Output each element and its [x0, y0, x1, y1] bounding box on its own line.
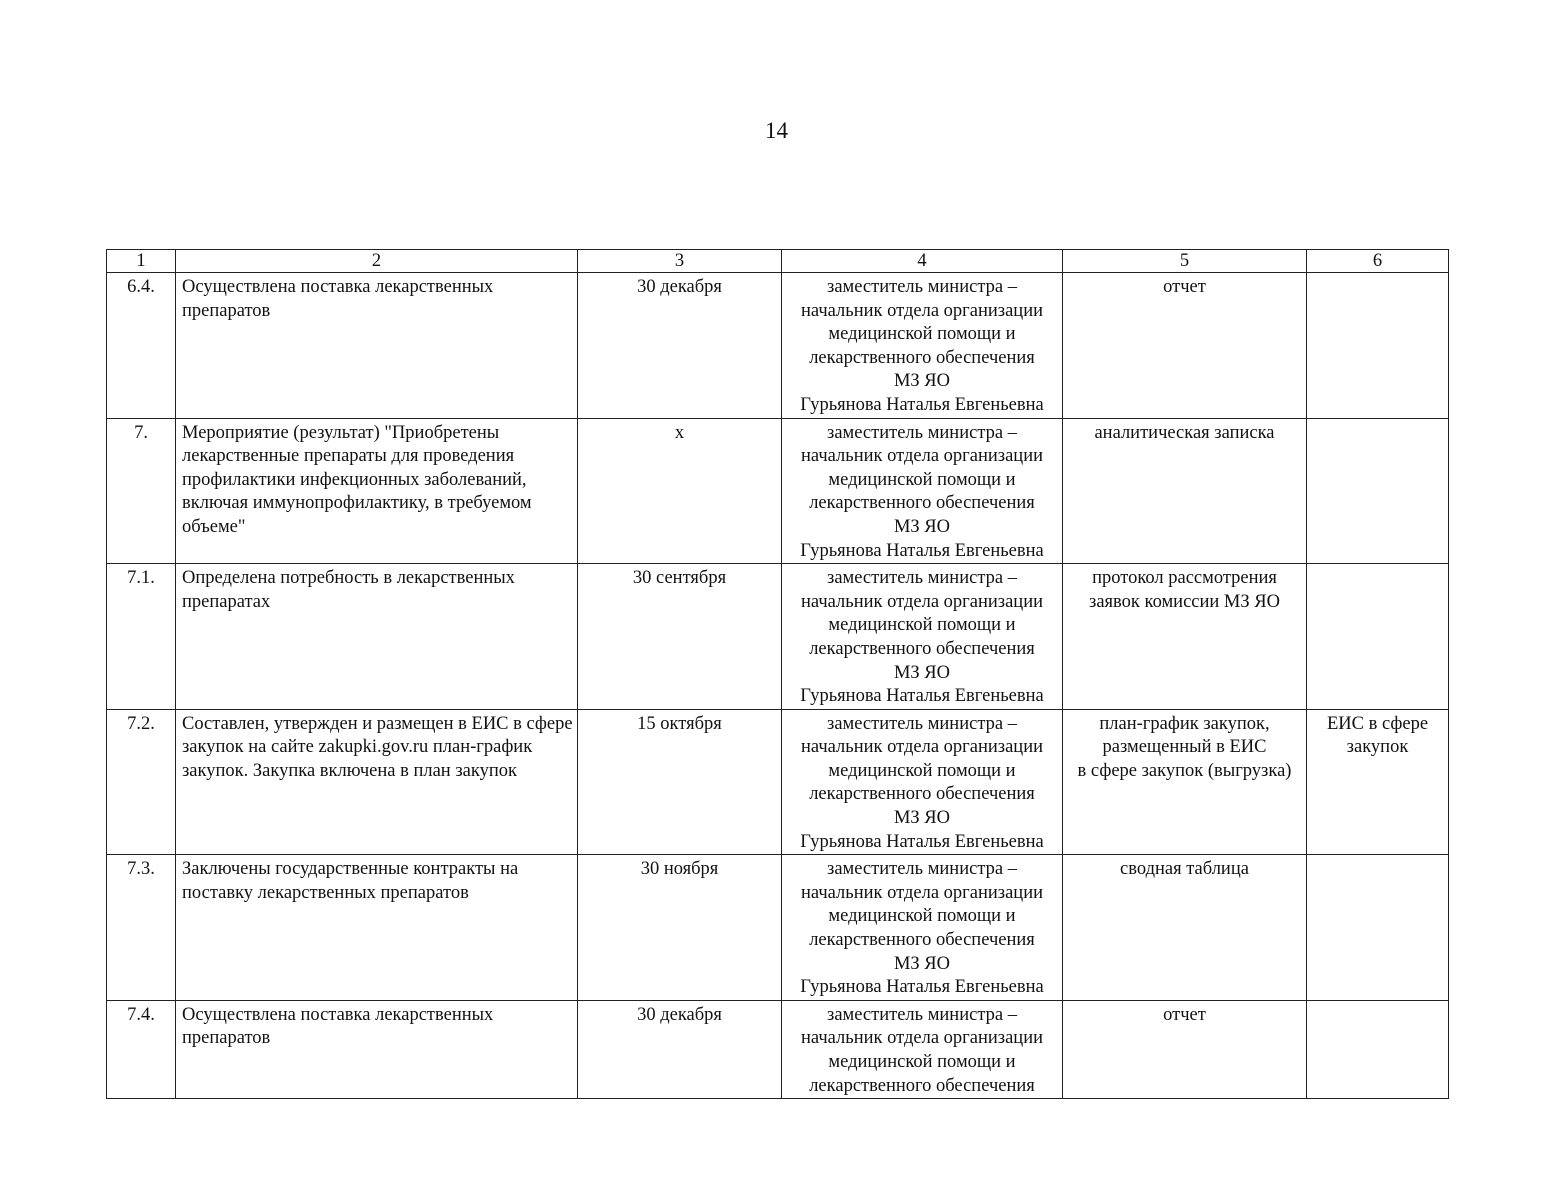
deadline: х — [578, 418, 782, 564]
deadline: 15 октября — [578, 709, 782, 855]
deadline: 30 декабря — [578, 273, 782, 419]
deadline: 30 декабря — [578, 1000, 782, 1098]
information-system — [1307, 418, 1449, 564]
table-row — [107, 418, 1449, 564]
row-number: 7.2. — [107, 709, 176, 855]
column-number-5: 5 — [1063, 250, 1307, 273]
activity-description: Определена потребность в лекарственных препаратах — [176, 564, 578, 710]
confirming-document: отчет — [1063, 273, 1307, 419]
table-row — [107, 1000, 1449, 1098]
responsible-person: заместитель министра – начальник отдела организации медицинской помощи и лекарственного обеспечения МЗ ЯО Гурьянова Наталья Евгеньевна — [782, 418, 1063, 564]
confirming-document: сводная таблица — [1063, 855, 1307, 1001]
column-number-4: 4 — [782, 250, 1063, 273]
confirming-document: отчет — [1063, 1000, 1307, 1098]
activity-description: Осуществлена поставка лекарственных препаратов — [176, 1000, 578, 1098]
responsible-person: заместитель министра – начальник отдела организации медицинской помощи и лекарственного обеспечения МЗ ЯО Гурьянова Наталья Евгеньевна — [782, 855, 1063, 1001]
table-row — [107, 564, 1449, 710]
confirming-document: протокол рассмотрения заявок комиссии МЗ ЯО — [1063, 564, 1307, 710]
information-system — [1307, 273, 1449, 419]
confirming-document: план-график закупок, размещенный в ЕИС в сфере закупок (выгрузка) — [1063, 709, 1307, 855]
activity-plan-table — [106, 249, 1449, 1099]
confirming-document: аналитическая записка — [1063, 418, 1307, 564]
deadline: 30 сентября — [578, 564, 782, 710]
responsible-person: заместитель министра – начальник отдела организации медицинской помощи и лекарственного обеспечения МЗ ЯО Гурьянова Наталья Евгеньевна — [782, 709, 1063, 855]
table-row — [107, 273, 1449, 419]
responsible-person: заместитель министра – начальник отдела организации медицинской помощи и лекарственного обеспечения — [782, 1000, 1063, 1098]
row-number: 7.3. — [107, 855, 176, 1001]
table-header-row — [107, 250, 1449, 273]
information-system — [1307, 1000, 1449, 1098]
column-number-2: 2 — [176, 250, 578, 273]
column-number-6: 6 — [1307, 250, 1449, 273]
column-number-3: 3 — [578, 250, 782, 273]
activity-description: Составлен, утвержден и размещен в ЕИС в сфере закупок на сайте zakupki.gov.ru план-график закупок. Закупка включена в план закупок — [176, 709, 578, 855]
activity-description: Мероприятие (результат) "Приобретены лекарственные препараты для проведения профилактики инфекционных заболеваний, включая иммунопрофилактику, в требуемом объеме" — [176, 418, 578, 564]
row-number: 7.4. — [107, 1000, 176, 1098]
table-row — [107, 855, 1449, 1001]
information-system — [1307, 564, 1449, 710]
column-number-1: 1 — [107, 250, 176, 273]
page-number: 14 — [765, 118, 788, 143]
information-system: ЕИС в сфере закупок — [1307, 709, 1449, 855]
activity-description: Осуществлена поставка лекарственных препаратов — [176, 273, 578, 419]
row-number: 6.4. — [107, 273, 176, 419]
deadline: 30 ноября — [578, 855, 782, 1001]
responsible-person: заместитель министра – начальник отдела организации медицинской помощи и лекарственного обеспечения МЗ ЯО Гурьянова Наталья Евгеньевна — [782, 273, 1063, 419]
table-row — [107, 709, 1449, 855]
responsible-person: заместитель министра – начальник отдела организации медицинской помощи и лекарственного обеспечения МЗ ЯО Гурьянова Наталья Евгеньевна — [782, 564, 1063, 710]
row-number: 7. — [107, 418, 176, 564]
information-system — [1307, 855, 1449, 1001]
row-number: 7.1. — [107, 564, 176, 710]
activity-description: Заключены государственные контракты на поставку лекарственных препаратов — [176, 855, 578, 1001]
